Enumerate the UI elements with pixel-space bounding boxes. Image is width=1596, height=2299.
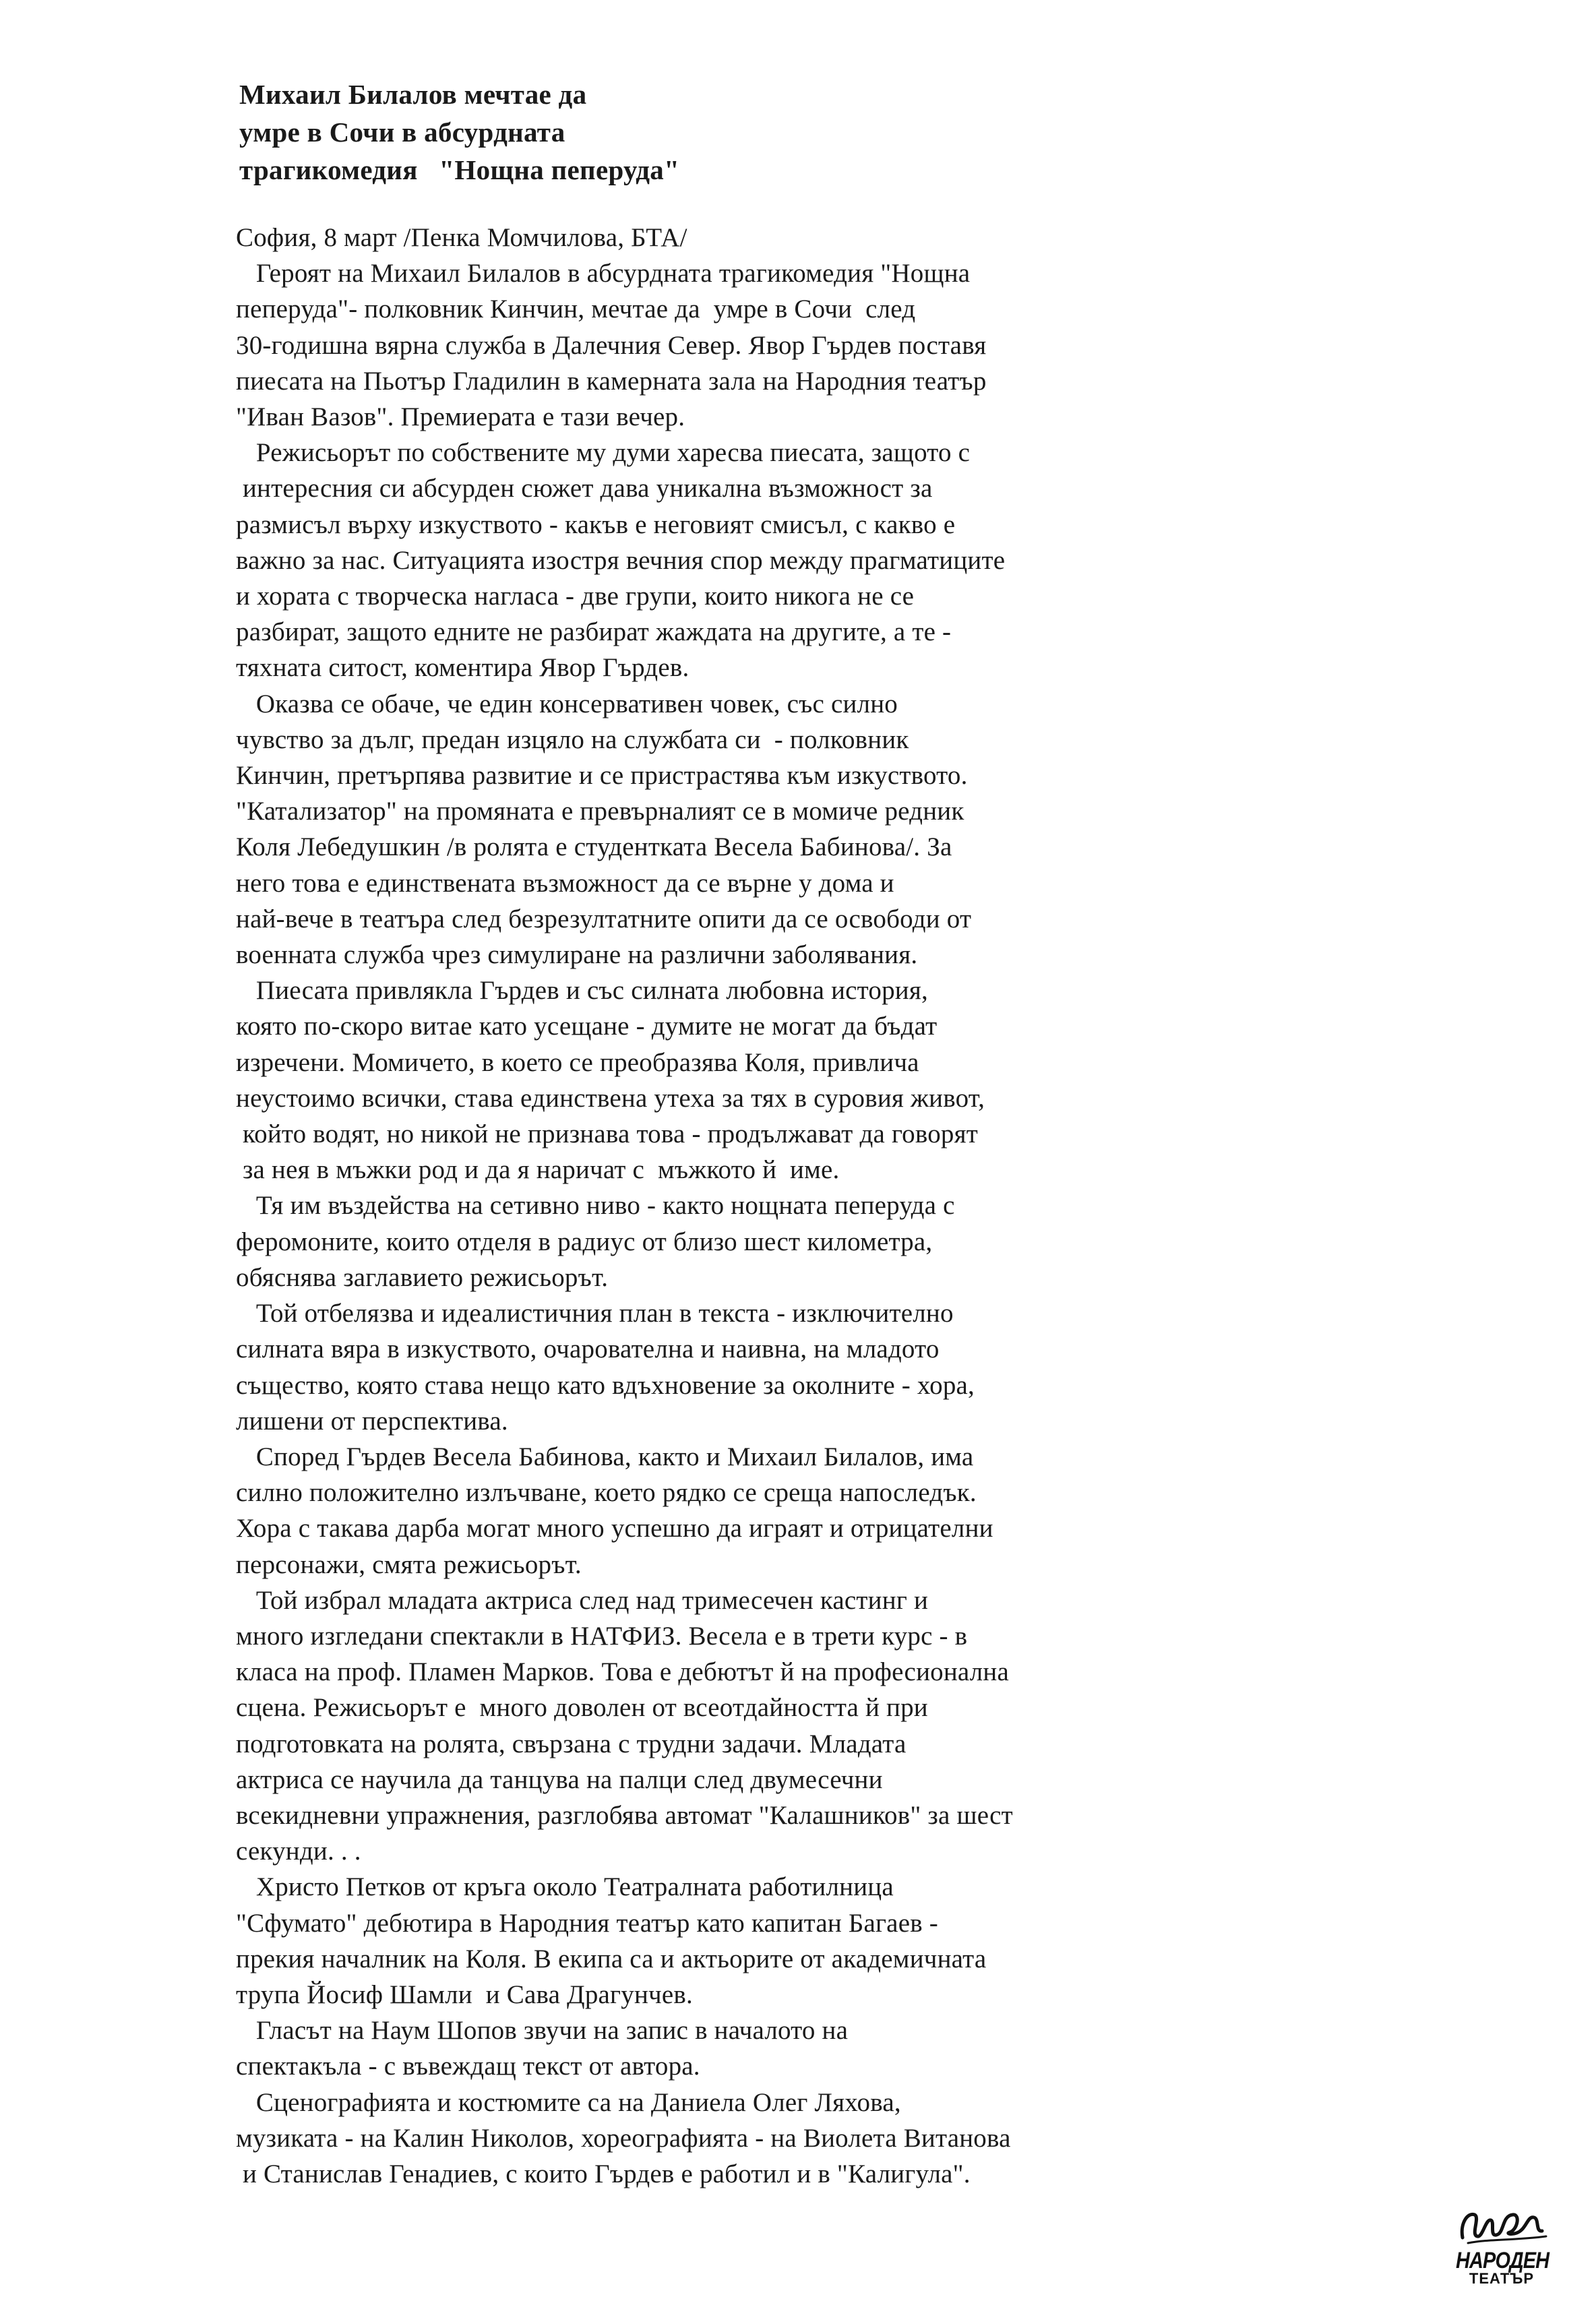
text-line: Христо Петков от кръга около Театралната работилница — [236, 1872, 894, 1902]
text-line: Коля Лебедушкин /в ролята е студентката Весела Бабинова/. За — [236, 832, 952, 862]
text-line: Кинчин, претърпява развитие и се пристрастява към изкуството. — [236, 761, 968, 791]
text-line: силно положително излъчване, което рядко се среща напоследък. — [236, 1478, 977, 1508]
text-line: Оказва се обаче, че един консервативен човек, със силно — [236, 689, 898, 718]
text-line: подготовката на ролята, свързана с трудни задачи. Младата — [236, 1729, 907, 1758]
dateline: София, 8 март /Пенка Момчилова, БТА/ — [236, 223, 687, 252]
text-line: музиката - на Калин Николов, хореографията - на Виолета Витанова — [236, 2123, 1011, 2153]
text-line: Пиесата привлякла Гърдев и със силната любовна история, — [236, 976, 928, 1006]
text-line: интересния си абсурден сюжет дава уникална възможност за — [236, 474, 933, 503]
text-line: "Катализатор" на промяната е превърналият се в момиче редник — [236, 797, 964, 826]
text-line: лишени от перспектива. — [236, 1406, 508, 1436]
text-line: Гласът на Наум Шопов звучи на запис в началото на — [236, 2016, 849, 2046]
text-line: важно за нас. Ситуацията изостря вечния спор между прагматиците — [236, 545, 1006, 575]
text-line: чувство за дълг, предан изцяло на службата си - полковник — [236, 725, 909, 754]
text-line: най-вече в театъра след безрезултатните опити да се освободи от — [236, 904, 972, 933]
theatre-signature-icon — [1448, 2203, 1556, 2250]
article-headline — [239, 75, 1250, 189]
text-line: сцена. Режисьорът е много доволен от всеотдайността й при — [236, 1693, 928, 1723]
text-line: която по-скоро витае като усещане - думите не могат да бъдат — [236, 1012, 938, 1041]
text-line: обяснява заглавието режисьорът. — [236, 1262, 609, 1292]
text-line: Той избрал младата актриса след над тримесечен кастинг и — [236, 1585, 929, 1615]
text-line: тяхната ситост, коментира Явор Гърдев. — [236, 653, 689, 683]
logo-text-line2: ТЕАТЪР — [1469, 2270, 1535, 2287]
text-line: Тя им въздейства на сетивно ниво - както нощната пеперуда с — [236, 1191, 955, 1221]
text-line: неустоимо всички, става единствена утеха за тях в суровия живот, — [236, 1083, 985, 1113]
national-theatre-logo — [1448, 2203, 1556, 2287]
text-line: Според Гърдев Весела Бабинова, както и Михаил Билалов, има — [236, 1442, 974, 1471]
text-line: феромоните, които отделя в радиус от близо шест километра, — [236, 1227, 933, 1256]
text-line: и Станислав Генадиев, с които Гърдев е работил и в "Калигула". — [236, 2159, 971, 2188]
text-line: силната вяра в изкуството, очарователна и наивна, на младото — [236, 1335, 940, 1364]
text-line: размисъл върху изкуството - какъв е неговият смисъл, с какво е — [236, 510, 956, 539]
text-line: 30-годишна вярна служба в Далечния Север. Явор Гърдев поставя — [236, 330, 987, 360]
text-line: разбират, защото едните не разбират жаждата на другите, а те - — [236, 617, 952, 647]
text-line: и хората с творческа нагласа - две групи, които никога не се — [236, 582, 915, 611]
text-line: всекидневни упражнения, разглобява автомат "Калашников" за шест — [236, 1800, 1013, 1830]
text-line: трупа Йосиф Шамли и Сава Драгунчев. — [236, 1980, 693, 2009]
text-line: "Иван Вазов". Премиерата е тази вечер. — [236, 402, 685, 432]
text-line: Режисьорът по собствените му думи харесва пиесата, защото с — [236, 438, 971, 468]
text-line: прекия началник на Коля. В екипа са и актьорите от академичната — [236, 1944, 987, 1973]
headline-line: трагикомедия "Нощна пеперуда" — [239, 154, 680, 185]
text-line: Героят на Михаил Билалов в абсурдната трагикомедия "Нощна — [236, 259, 971, 288]
text-line: много изгледани спектакли в НАТФИЗ. Весела е в трети курс - в — [236, 1621, 968, 1651]
text-line: актриса се научила да танцува на палци след двумесечни — [236, 1765, 883, 1794]
text-line: "Сфумато" дебютира в Народния театър като капитан Багаев - — [236, 1908, 938, 1938]
text-line: пеперуда"- полковник Кинчин, мечтае да умре в Сочи след — [236, 295, 916, 324]
text-line: Сценографията и костюмите са на Даниела Олег Ляхова, — [236, 2087, 901, 2117]
text-line: Хора с такава дарба могат много успешно да играят и отрицателни — [236, 1514, 993, 1543]
article-body — [236, 220, 1395, 2192]
headline-line: Михаил Билалов мечтае да — [239, 79, 587, 110]
text-line: Той отбелязва и идеалистичния план в текста - изключително — [236, 1299, 954, 1328]
text-line: пиесата на Пьотър Гладилин в камерната зала на Народния театър — [236, 366, 987, 396]
text-line: същество, която става нещо като вдъхновение за околните - хора, — [236, 1370, 975, 1400]
text-line: спектакъла - с въвеждащ текст от автора. — [236, 2052, 700, 2081]
headline-line: умре в Сочи в абсурдната — [239, 117, 565, 148]
text-line: него това е единствената възможност да се върне у дома и — [236, 868, 894, 898]
text-line: персонажи, смята режисьорът. — [236, 1550, 582, 1579]
text-line: класа на проф. Пламен Марков. Това е дебютът й на професионална — [236, 1657, 1010, 1687]
text-line: военната служба чрез симулиране на различни заболявания. — [236, 940, 918, 970]
text-line: изречени. Момичето, в което се преобразява Коля, привлича — [236, 1047, 919, 1077]
text-line: секунди. . . — [236, 1837, 361, 1866]
text-line: който водят, но никой не признава това - продължават да говорят — [236, 1120, 979, 1149]
logo-text-line1: НАРОДЕН — [1456, 2248, 1549, 2273]
text-line: за нея в мъжки род и да я наричат с мъжкото й име. — [236, 1155, 840, 1185]
